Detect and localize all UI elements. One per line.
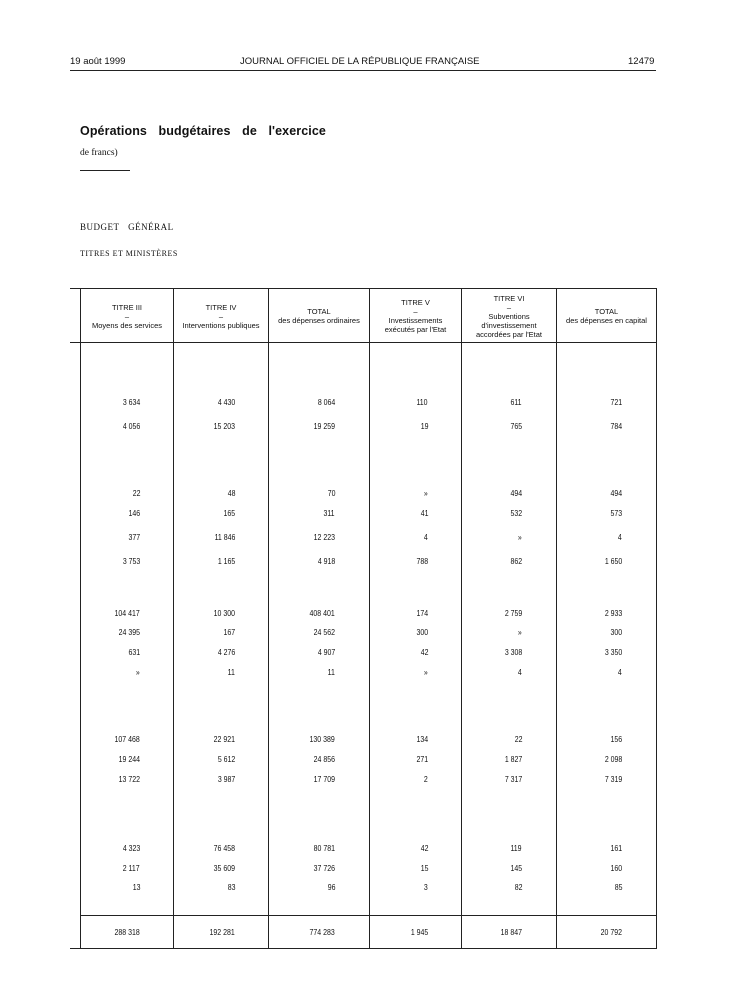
table-cell: » xyxy=(518,627,522,637)
table-cell: 3 753 xyxy=(122,556,140,566)
table-cell: » xyxy=(424,667,428,677)
table-cell: 532 xyxy=(510,508,522,518)
column-header xyxy=(462,290,556,342)
column-divider xyxy=(656,288,657,949)
table-cell: 4 430 xyxy=(217,397,235,407)
table-cell: 11 846 xyxy=(214,532,235,542)
column-header-line: des dépenses ordinaires xyxy=(278,316,360,325)
page-number: 12479 xyxy=(628,56,655,67)
table-cell: 8 064 xyxy=(317,397,335,407)
table-cell: 1 827 xyxy=(504,754,522,764)
column-header xyxy=(81,290,173,342)
column-header-line: Moyens des services xyxy=(91,320,163,330)
total-cell: 18 847 xyxy=(500,927,522,937)
column-header-line: Interventions publiques xyxy=(182,320,260,330)
table-bottom-rule xyxy=(70,948,657,949)
table-cell: 408 401 xyxy=(309,608,335,618)
table-cell: 156 xyxy=(610,734,622,744)
table-cell: 765 xyxy=(510,421,522,431)
page-date: 19 août 1999 xyxy=(70,56,126,67)
table-cell: 130 389 xyxy=(309,734,335,744)
column-divider xyxy=(268,288,269,949)
column-header-line: TITRE III xyxy=(112,302,142,312)
column-header-line: – xyxy=(506,302,512,312)
table-cell: 41 xyxy=(420,508,428,518)
table-cell: 631 xyxy=(128,647,140,657)
table-cell: 12 223 xyxy=(313,532,335,542)
table-cell: 107 468 xyxy=(114,734,140,744)
column-divider xyxy=(369,288,370,949)
column-divider xyxy=(80,288,81,949)
table-cell: 4 918 xyxy=(317,556,335,566)
table-cell: 2 117 xyxy=(123,863,140,873)
table-cell: 19 259 xyxy=(313,421,335,431)
table-cell: 82 xyxy=(514,882,522,892)
table-cell: 96 xyxy=(327,882,335,892)
table-header-rule xyxy=(70,342,657,343)
table-cell: 2 xyxy=(424,774,428,784)
table-cell: 300 xyxy=(416,627,428,637)
column-header-line: Subventions xyxy=(488,311,530,321)
column-divider xyxy=(173,288,174,949)
column-header-line: TITRE V xyxy=(401,298,430,307)
table-cell: 22 xyxy=(514,734,522,744)
table-cell: 19 xyxy=(420,421,428,431)
column-divider xyxy=(556,288,557,949)
table-cell: 7 317 xyxy=(504,774,522,784)
total-cell: 1 945 xyxy=(410,927,428,937)
column-header-line: d'investissement xyxy=(481,320,537,330)
table-cell: 4 xyxy=(518,667,522,677)
table-cell: 5 612 xyxy=(217,754,235,764)
table-cell: 10 300 xyxy=(213,608,235,618)
table-cell: 4 907 xyxy=(317,647,335,657)
table-cell: 611 xyxy=(510,397,522,407)
table-cell: 13 722 xyxy=(118,774,140,784)
table-cell: 7 319 xyxy=(604,774,622,784)
column-header-line: – xyxy=(124,311,130,321)
column-header xyxy=(174,290,268,342)
table-cell: 83 xyxy=(227,882,235,892)
table-cell: 146 xyxy=(128,508,140,518)
table-cell: 494 xyxy=(510,488,522,498)
table-cell: 160 xyxy=(610,863,622,873)
table-cell: 119 xyxy=(510,843,522,853)
table-cell: 4 xyxy=(424,532,428,542)
table-cell: 2 098 xyxy=(604,754,622,764)
header-rule xyxy=(70,70,656,71)
table-cell: 24 856 xyxy=(313,754,335,764)
table-cell: 42 xyxy=(420,647,428,657)
column-header-line: – xyxy=(218,311,224,321)
table-cell: 15 xyxy=(420,863,428,873)
table-cell: 3 308 xyxy=(504,647,522,657)
table-cell: 4 056 xyxy=(122,421,140,431)
column-header-line: accordées par l'Etat xyxy=(475,329,543,339)
table-cell: 76 458 xyxy=(213,843,235,853)
table-cell: 104 417 xyxy=(114,608,140,618)
table-cell: » xyxy=(518,532,522,542)
table-cell: 300 xyxy=(610,627,622,637)
table-cell: 35 609 xyxy=(213,863,235,873)
table-cell: 862 xyxy=(510,556,522,566)
table-cell: 721 xyxy=(610,397,622,407)
column-header-line: des dépenses en capital xyxy=(566,316,647,325)
column-header-line: Investissements xyxy=(388,316,443,325)
table-cell: 70 xyxy=(327,488,335,498)
section-subtitle: de francs) xyxy=(80,148,118,158)
table-cell: 24 562 xyxy=(313,627,335,637)
table-cell: 42 xyxy=(420,843,428,853)
table-cell: 174 xyxy=(416,608,428,618)
column-header-line: TITRE VI xyxy=(493,293,525,303)
titres-label: TITRES ET MINISTÈRES xyxy=(80,249,178,258)
table-cell: 15 203 xyxy=(213,421,235,431)
table-cell: 3 634 xyxy=(122,397,140,407)
total-cell: 20 792 xyxy=(600,927,622,937)
table-cell: 311 xyxy=(323,508,335,518)
table-cell: 3 350 xyxy=(604,647,622,657)
table-cell: 3 987 xyxy=(217,774,235,784)
table-cell: 4 xyxy=(618,532,622,542)
table-cell: 2 759 xyxy=(504,608,522,618)
column-header-line: TOTAL xyxy=(307,307,331,316)
table-cell: 494 xyxy=(610,488,622,498)
table-cell: 161 xyxy=(610,843,622,853)
table-cell: 48 xyxy=(227,488,235,498)
table-cell: 17 709 xyxy=(313,774,335,784)
table-cell: 1 650 xyxy=(604,556,622,566)
table-cell: 2 933 xyxy=(604,608,622,618)
table-cell: 24 395 xyxy=(118,627,140,637)
table-cell: » xyxy=(424,488,428,498)
table-cell: 11 xyxy=(227,667,235,677)
column-header xyxy=(370,290,461,342)
column-header-line: exécutés par l'Etat xyxy=(384,325,447,334)
table-cell: 4 276 xyxy=(217,647,235,657)
table-cell: 165 xyxy=(223,508,235,518)
journal-title: JOURNAL OFFICIEL DE LA RÉPUBLIQUE FRANÇAISE xyxy=(240,56,480,67)
table-cell: 80 781 xyxy=(313,843,335,853)
table-cell: 4 323 xyxy=(122,843,140,853)
table-cell: 22 xyxy=(132,488,140,498)
table-cell: 85 xyxy=(614,882,622,892)
column-header xyxy=(557,290,656,342)
table-cell: 3 xyxy=(424,882,428,892)
table-cell: 145 xyxy=(510,863,522,873)
budget-label: BUDGET GÉNÉRAL xyxy=(80,222,174,232)
table-cell: 377 xyxy=(128,532,140,542)
table-cell: » xyxy=(136,667,140,677)
table-cell: 784 xyxy=(610,421,622,431)
column-header xyxy=(269,290,369,342)
table-cell: 573 xyxy=(610,508,622,518)
total-cell: 288 318 xyxy=(114,927,140,937)
table-cell: 110 xyxy=(416,397,428,407)
table-cell: 134 xyxy=(416,734,428,744)
column-header-line: TOTAL xyxy=(594,307,619,316)
subtitle-rule xyxy=(80,170,130,171)
table-cell: 4 xyxy=(618,667,622,677)
section-title: Opérations budgétaires de l'exercice xyxy=(80,124,326,138)
table-cell: 22 921 xyxy=(213,734,235,744)
table-cell: 271 xyxy=(416,754,428,764)
column-divider xyxy=(461,288,462,949)
total-cell: 192 281 xyxy=(209,927,235,937)
table-cell: 11 xyxy=(327,667,335,677)
table-cell: 167 xyxy=(223,627,235,637)
table-top-rule xyxy=(70,288,657,289)
column-header-line: TITRE IV xyxy=(205,302,237,312)
table-cell: 1 165 xyxy=(217,556,235,566)
column-header-line: – xyxy=(413,307,418,316)
total-cell: 774 283 xyxy=(309,927,335,937)
table-cell: 788 xyxy=(416,556,428,566)
table-cell: 19 244 xyxy=(118,754,140,764)
table-cell: 37 726 xyxy=(313,863,335,873)
table-cell: 13 xyxy=(132,882,140,892)
